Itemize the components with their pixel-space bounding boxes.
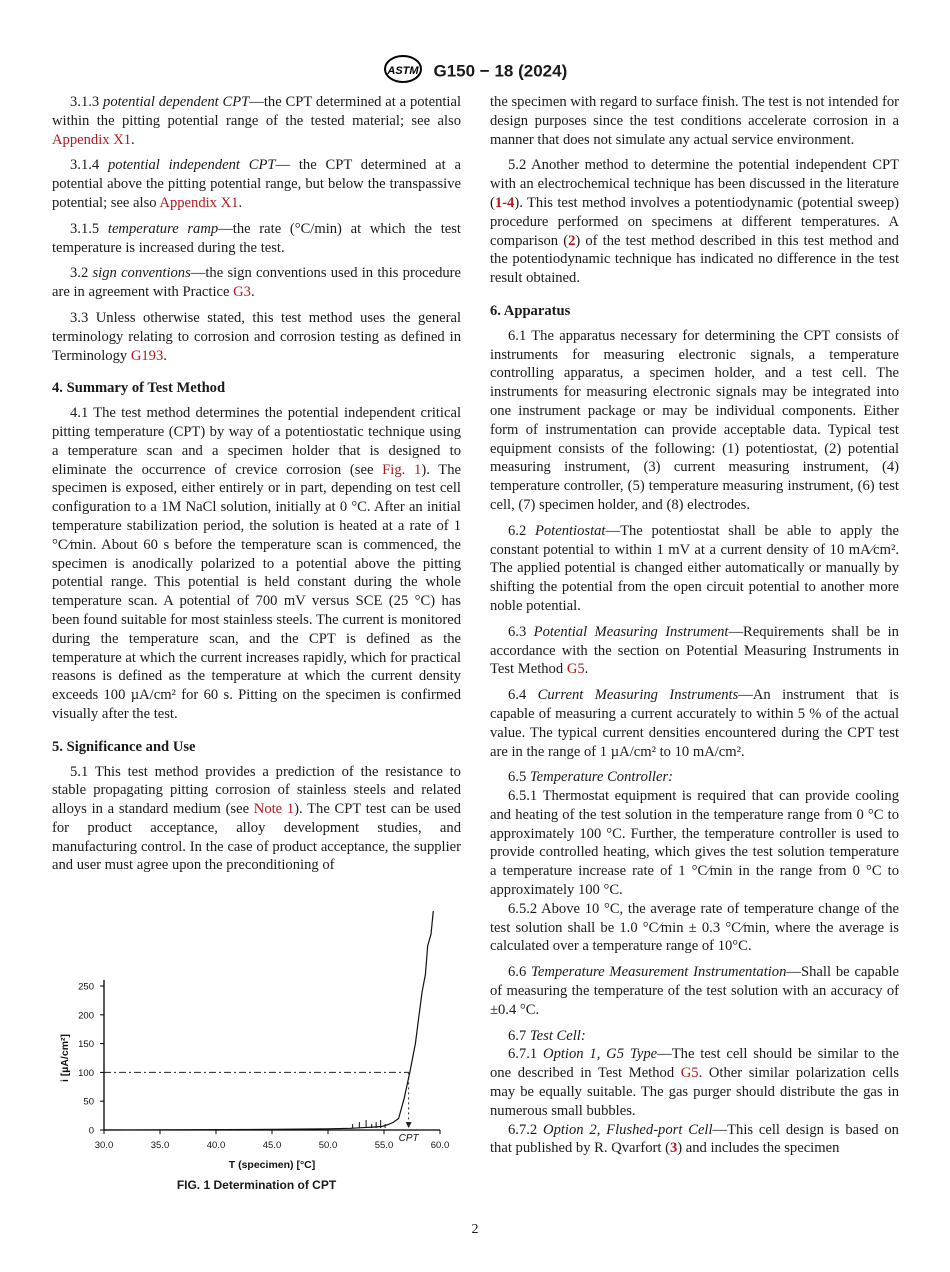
y-tick-label: 150 [78,1039,94,1051]
para-6-5-2: 6.5.2 Above 10 °C, the average rate of temperature change of the test solution shall be 1.0 °C⁄min ± 0.3 °C⁄min, where the average is calculated over a temperature range of 10°C. [490,900,900,955]
para-6-7-2: 6.7.2 Option 2, Flushed-port Cell—This cell design is based on that published by R. Qvarfort (3) and includes the specimen [490,1121,899,1157]
cpt-arrow-head [406,1122,412,1128]
ref-3-link[interactable]: 3 [669,1140,678,1157]
appendix-x1-link[interactable]: Appendix X1 [52,131,132,148]
appendix-x1-link[interactable]: Appendix X1 [159,194,239,211]
para-3-1-3: 3.1.3 potential dependent CPT—the CPT determined at a potential within the pitting potential range of the tested material; see also Appendix X1. [52,94,462,148]
para-3-1-5: 3.1.5 temperature ramp—the rate (°C/min) at which the test temperature is increased during the test. [52,220,461,256]
y-tick-label: 50 [83,1096,94,1108]
left-column [52,93,461,882]
x-tick-label: 35.0 [150,1140,170,1151]
para-5-1: 5.1 This test method provides a prediction of the resistance to stable propagating pitting corrosion of stainless steels and related alloys in a standard medium (see Note 1). The CPT test can be used for product acceptance, alloy development studies, and manufacturing control. In the case of product acceptance, the supplier and user must agree upon the preconditioning of [52,763,461,874]
g3-link[interactable]: G3 [233,284,251,301]
para-6-7-1: 6.7.1 Option 1, G5 Type—The test cell should be similar to the one described in Test Method G5. Other similar polarization cells may be equally suitable. The gas purger should distribute the gas in numerous small bubbles. [490,1046,899,1119]
x-tick-label: 55.0 [374,1140,394,1151]
para-3-3: 3.3 Unless otherwise stated, this test method uses the general terminology relating to corrosion and corrosion testing as defined in Terminology G193. [52,309,461,364]
para-5-1-continued: the specimen with regard to surface finish. The test is not intended for design purposes since the test conditions accelerate corrosion in a manner that does not simulate any actual service environment. [490,94,899,148]
page-number: 2 [471,1222,479,1237]
para-4-1: 4.1 The test method determines the potential independent critical pitting temperature (CPT) by way of a potentiostatic technique using a temperature scan and a specimen holder that is designed to eliminate the occurrence of crevice corrosion (see Fig. 1). The specimen is exposed, either entirely or in part, depending on test cell configuration to a 1M NaCl solution, initially at 0 °C. After an initial temperature stabilization period, the solution is heated at a rate of 1 °C⁄min. About 60 s before the temperature scan is commenced, the specimen is anodically polarized to a potential above the pitting potential range. This potential is held constant during the whole temperature scan. A potential of 700 mV versus SCE (25 °C) has been found suitable for most stainless steels. The current is monitored during the temperature scan, and the CPT is defined as the temperature at which the current increases rapidly, which for practical reasons is defined as the temperature at which the current density exceeds 100 µA/cm² for 60 s. Pitting on the specimen is confirmed visually after the test. [52,405,461,722]
ref-1-4-link[interactable]: 1-4 [494,194,515,211]
figure-1-chart [52,910,461,1200]
section-5-heading: 5. Significance and Use [52,738,196,755]
fig-1-link[interactable]: Fig. 1 [382,461,422,478]
cpt-annotation: CPT [398,1133,419,1144]
para-5-2: 5.2 Another method to determine the potential independent CPT with an electrochemical technique has been discussed in the literature (1-4). This test method involves a potentiodynamic (potential sweep) procedure performed on specimens at different temperatures. A comparison (2) of the test method described in this test method and the potentiodynamic technique has indicated no difference in the test result obtained. [490,157,899,287]
ref-2-link[interactable]: 2 [568,232,576,249]
para-6-6: 6.6 Temperature Measurement Instrumentation—Shall be capable of measuring the temperature of the test solution with an accuracy of ±0.4 °C. [490,964,899,1018]
y-axis-label: i [µA/cm²] [59,1033,71,1083]
y-tick-label: 100 [78,1067,94,1079]
para-6-4: 6.4 Current Measuring Instruments—An instrument that is capable of measuring a current accurately to within 5 % of the actual value. The typical current densities encountered during the CPT test are in the range of 1 µA/cm² to 10 mA/cm². [490,687,899,760]
y-tick-label: 0 [88,1125,94,1137]
x-tick-label: 60.0 [430,1140,450,1151]
x-tick-label: 45.0 [262,1140,282,1151]
svg-text:ASTM: ASTM [387,65,419,77]
figure-caption: FIG. 1 Determination of CPT [176,1178,337,1192]
g5-link[interactable]: G5 [680,1065,699,1082]
x-tick-label: 40.0 [206,1140,226,1151]
para-6-3: 6.3 Potential Measuring Instrument—Requirements shall be in accordance with the section on Potential Measuring Instruments in Test Method G5. [490,623,899,678]
g5-link[interactable]: G5 [566,661,585,678]
right-column [490,93,899,1165]
section-6-heading: 6. Apparatus [490,302,571,319]
section-4-heading: 4. Summary of Test Method [52,380,226,397]
page-header [0,54,950,89]
x-axis-label: T (specimen) [°C] [228,1159,316,1171]
x-tick-label: 30.0 [94,1140,114,1151]
designation: G150 − 18 (2024) [433,61,568,81]
para-3-1-4: 3.1.4 potential independent CPT— the CPT determined at a potential above the pitting potential range, but below the transpassive potential; see also Appendix X1. [52,157,461,211]
y-tick-label: 250 [78,981,94,993]
g193-link[interactable]: G193 [130,347,164,364]
x-tick-label: 50.0 [318,1140,338,1151]
current-density-series-line [104,911,433,1130]
para-3-2: 3.2 sign conventions—the sign conventions used in this procedure are in agreement with Practice G3. [52,265,462,301]
cpt-chart-svg [52,910,461,1175]
para-6-5-1: 6.5.1 Thermostat equipment is required that can provide cooling and heating of the test solution in the temperature range from 0 °C to approximately 100 °C. Further, the temperature controller is used to provide controlled heating, which gives the test solution temperature a temperature increase rate of 1 °C⁄min in the range from 0 °C to approximately 100 °C. [490,788,899,899]
para-6-2: 6.2 Potentiostat—The potentiostat shall be able to apply the constant potential to within 1 mV at a current density of 10 mA⁄cm². The applied potential is changed either automatically or manually by shifting the potential from the open circuit potential to another more noble potential. [490,522,899,614]
para-6-7: 6.7 Test Cell: [508,1027,586,1044]
para-6-1: 6.1 The apparatus necessary for determining the CPT consists of instruments for measuring electronic signals, a temperature controlling apparatus, a specimen holder, and a test cell. The instruments for measuring electronic signals may be integrated into one instrument package or may be individual components. Either form of instrumentation can provide acceptable data. Typical test equipment consists of the following: (1) potentiostat, (2) potential measuring instrument, (3) current measuring instrument, (4) temperature controller, (5) temperature measuring instrument, (6) test cell, (7) specimen holder, and (8) electrodes. [490,327,899,513]
para-6-5: 6.5 Temperature Controller: [508,769,674,786]
note-1-link[interactable]: Note 1 [253,801,295,818]
astm-logo-icon [383,54,423,89]
y-tick-label: 200 [78,1010,94,1022]
